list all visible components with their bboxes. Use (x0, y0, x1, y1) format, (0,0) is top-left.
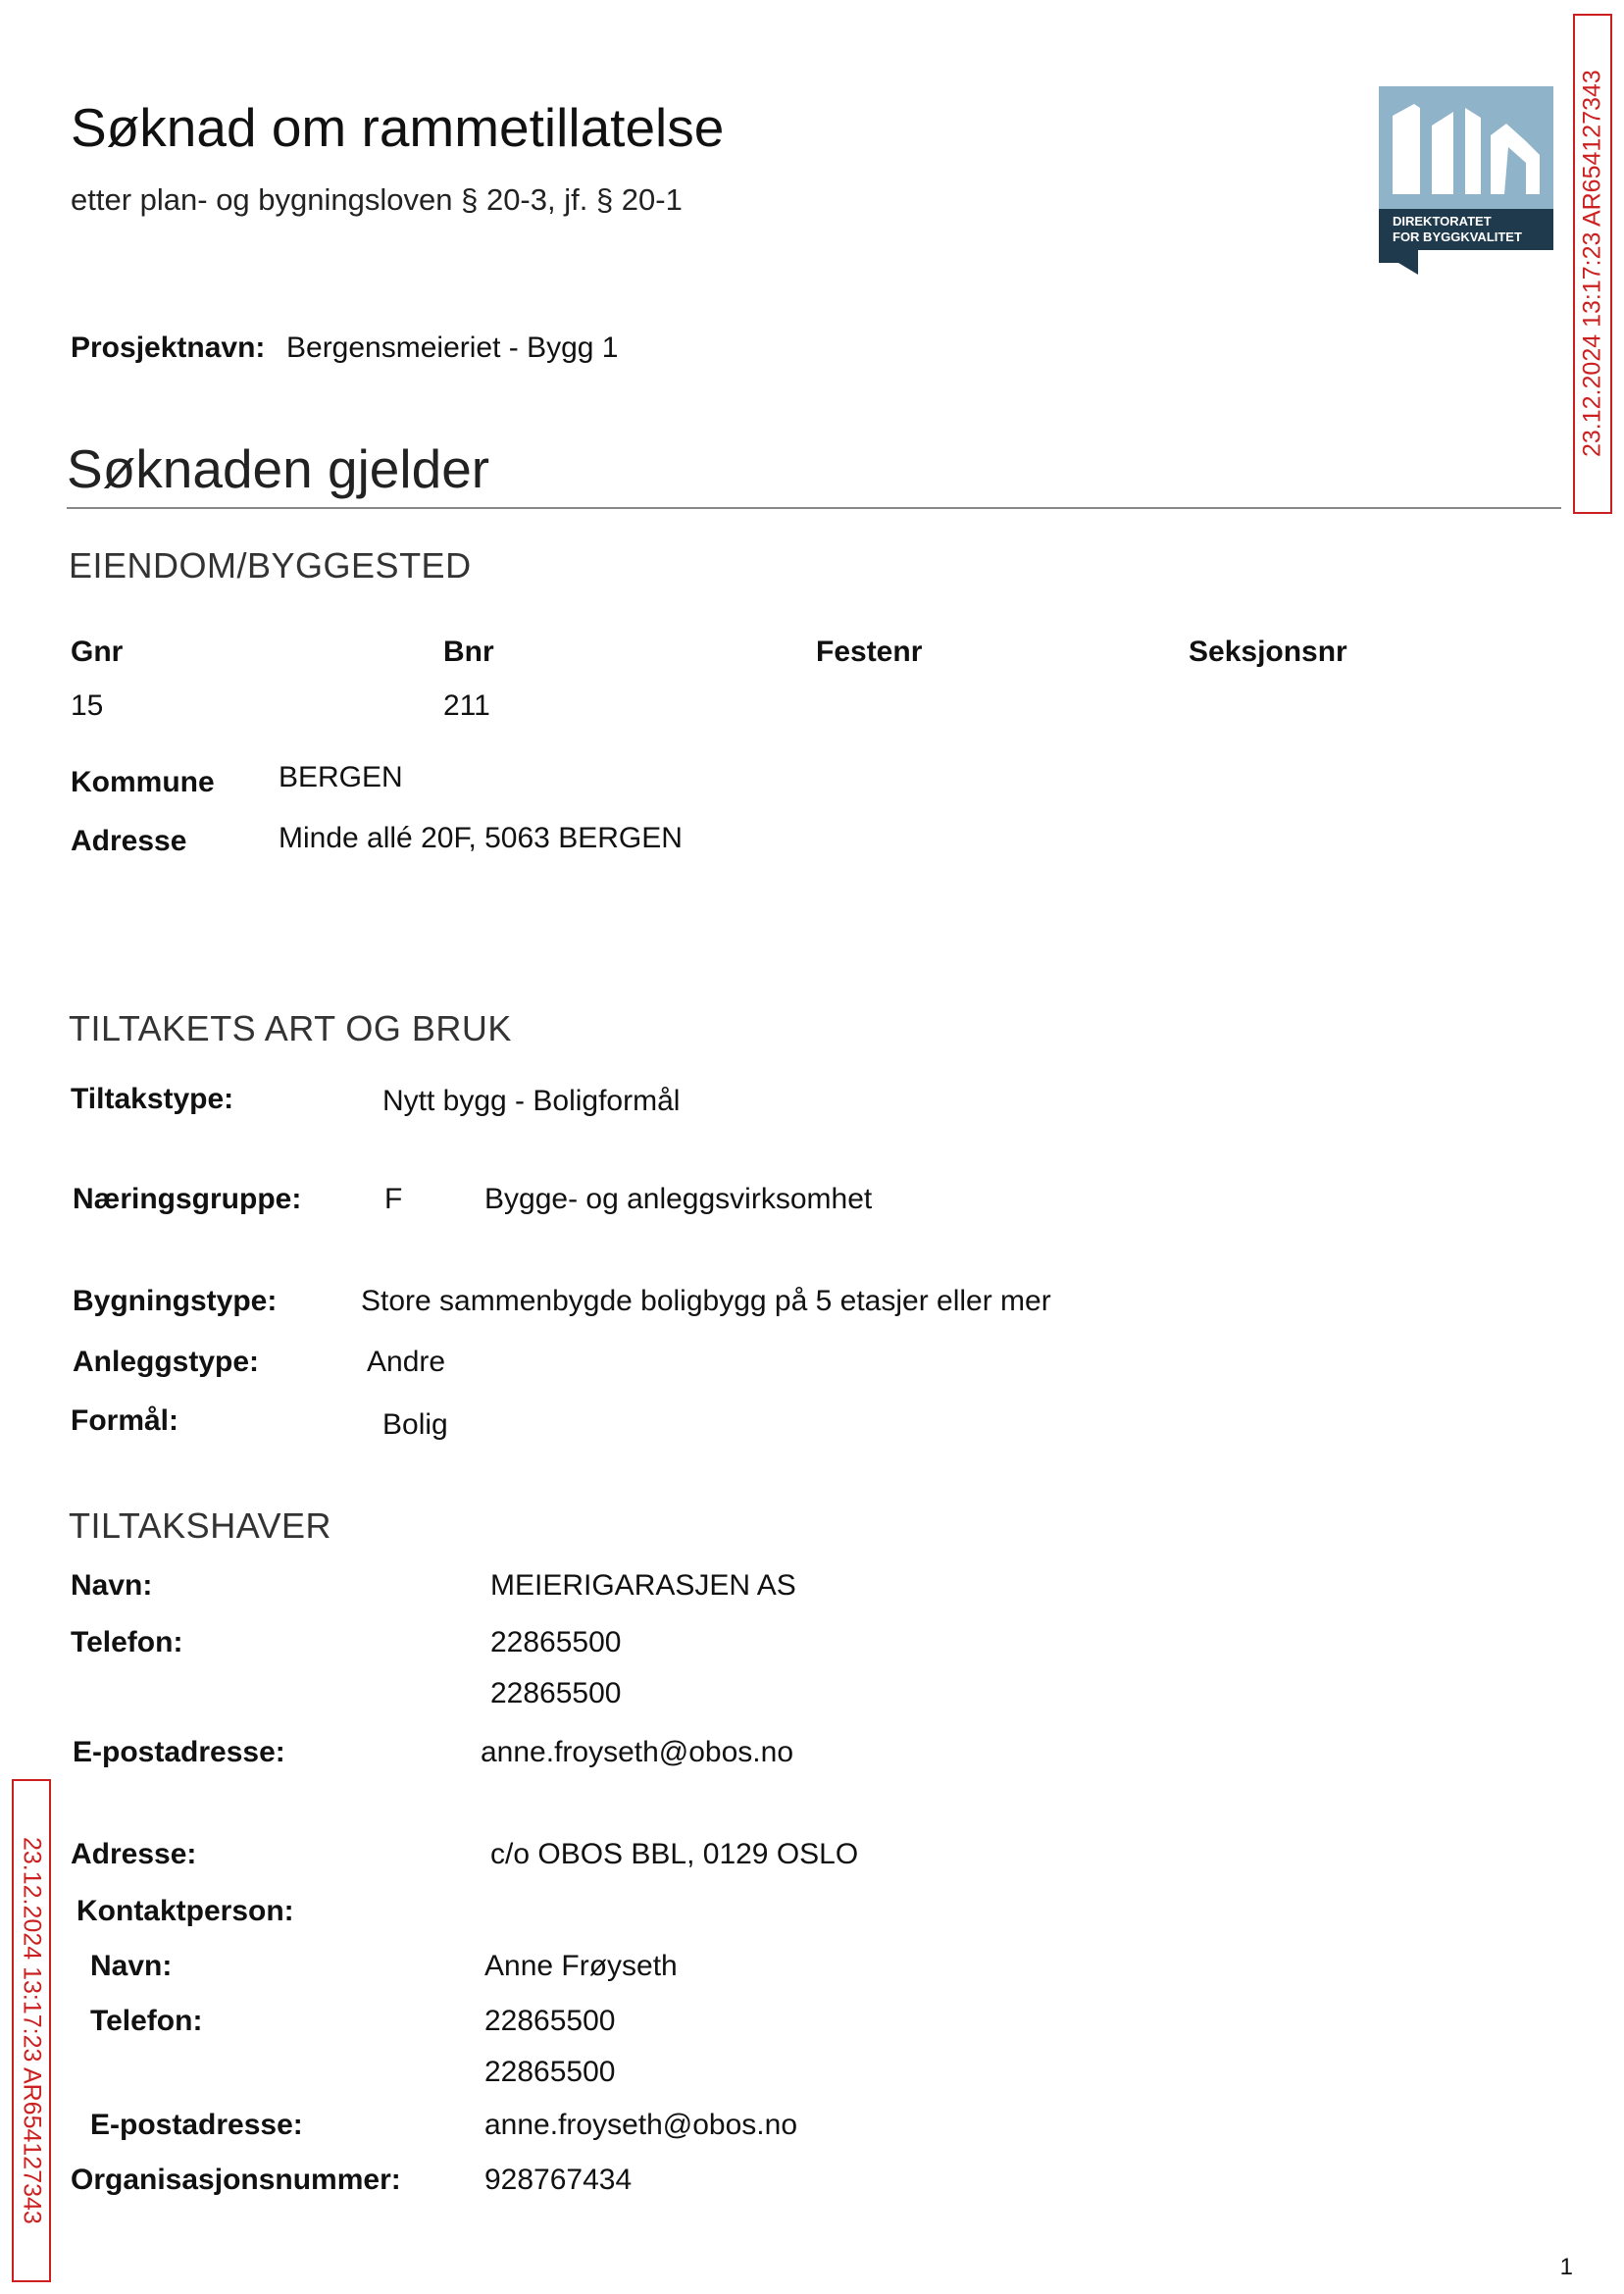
tiltakshaver-adresse-label: Adresse: (71, 1838, 197, 1870)
tiltakshaver-epost-label: E-postadresse: (73, 1736, 285, 1768)
project-name-label: Prosjektnavn: (71, 331, 266, 364)
tiltakstype-value: Nytt bygg - Boligformål (382, 1085, 681, 1117)
kontakt-navn-value: Anne Frøyseth (484, 1950, 678, 1982)
anleggstype-value: Andre (367, 1346, 446, 1378)
tiltak-heading: TILTAKETS ART OG BRUK (69, 1008, 512, 1048)
kommune-value: BERGEN (279, 761, 403, 793)
kontakt-telefon-value-2: 22865500 (484, 2056, 616, 2088)
tiltakshaver-navn-value: MEIERIGARASJEN AS (490, 1569, 796, 1602)
naeringsgruppe-label: Næringsgruppe: (73, 1183, 302, 1215)
eiendom-heading: EIENDOM/BYGGESTED (69, 545, 472, 586)
kontakt-telefon-label: Telefon: (90, 2005, 203, 2037)
formal-value: Bolig (382, 1408, 448, 1441)
adresse-value: Minde allé 20F, 5063 BERGEN (279, 822, 683, 854)
tiltakshaver-telefon-value-1: 22865500 (490, 1626, 622, 1658)
dibk-logo (1379, 86, 1553, 275)
logo-flag (1379, 250, 1418, 275)
naeringsgruppe-code: F (384, 1183, 403, 1215)
timestamp-stamp-top-text: 23.12.2024 13:17:23 AR654127343 (1578, 70, 1606, 458)
seksjonsnr-column-header: Seksjonsnr (1189, 636, 1347, 668)
project-name-value: Bergensmeieriet - Bygg 1 (286, 331, 619, 364)
document-title: Søknad om rammetillatelse (71, 97, 725, 158)
tiltakshaver-navn-label: Navn: (71, 1569, 153, 1602)
orgnr-label: Organisasjonsnummer: (71, 2164, 401, 2196)
kontaktperson-label: Kontaktperson: (76, 1895, 294, 1927)
document-subtitle: etter plan- og bygningsloven § 20-3, jf. § 20-1 (71, 182, 683, 217)
adresse-label: Adresse (71, 825, 187, 857)
bnr-value: 211 (443, 689, 490, 722)
tiltakshaver-telefon-value-2: 22865500 (490, 1677, 622, 1709)
tiltakshaver-telefon-label: Telefon: (71, 1626, 183, 1658)
timestamp-stamp-bottom-text: 23.12.2024 13:17:23 AR654127343 (18, 1837, 46, 2224)
kommune-label: Kommune (71, 766, 215, 798)
section-main-title: Søknaden gjelder (67, 438, 490, 499)
bygningstype-value: Store sammenbygde boligbygg på 5 etasjer eller mer (361, 1285, 1051, 1317)
logo-text-line1: DIREKTORATET (1393, 214, 1492, 229)
tiltakshaver-epost-value[interactable]: anne.froyseth@obos.no (481, 1736, 793, 1768)
festenr-column-header: Festenr (816, 636, 923, 668)
tiltakshaver-adresse-value: c/o OBOS BBL, 0129 OSLO (490, 1838, 859, 1870)
orgnr-value: 928767434 (484, 2164, 633, 2196)
bygningstype-label: Bygningstype: (73, 1285, 278, 1317)
bnr-column-header: Bnr (443, 636, 494, 668)
tiltakshaver-heading: TILTAKSHAVER (69, 1505, 332, 1546)
kontakt-telefon-value-1: 22865500 (484, 2005, 616, 2037)
naeringsgruppe-value: Bygge- og anleggsvirksomhet (484, 1183, 873, 1215)
timestamp-stamp-bottom (12, 1779, 51, 2282)
formal-label: Formål: (71, 1404, 179, 1437)
timestamp-stamp-top (1573, 14, 1612, 514)
logo-text-line2: FOR BYGGKVALITET (1393, 229, 1522, 244)
gnr-column-header: Gnr (71, 636, 124, 668)
page-number: 1 (1559, 2254, 1573, 2280)
kontakt-epost-value[interactable]: anne.froyseth@obos.no (484, 2109, 797, 2141)
gnr-value: 15 (71, 689, 104, 722)
kontakt-navn-label: Navn: (90, 1950, 173, 1982)
tiltakstype-label: Tiltakstype: (71, 1083, 234, 1115)
anleggstype-label: Anleggstype: (73, 1346, 260, 1378)
kontakt-epost-label: E-postadresse: (90, 2109, 303, 2141)
section-divider (67, 507, 1561, 509)
